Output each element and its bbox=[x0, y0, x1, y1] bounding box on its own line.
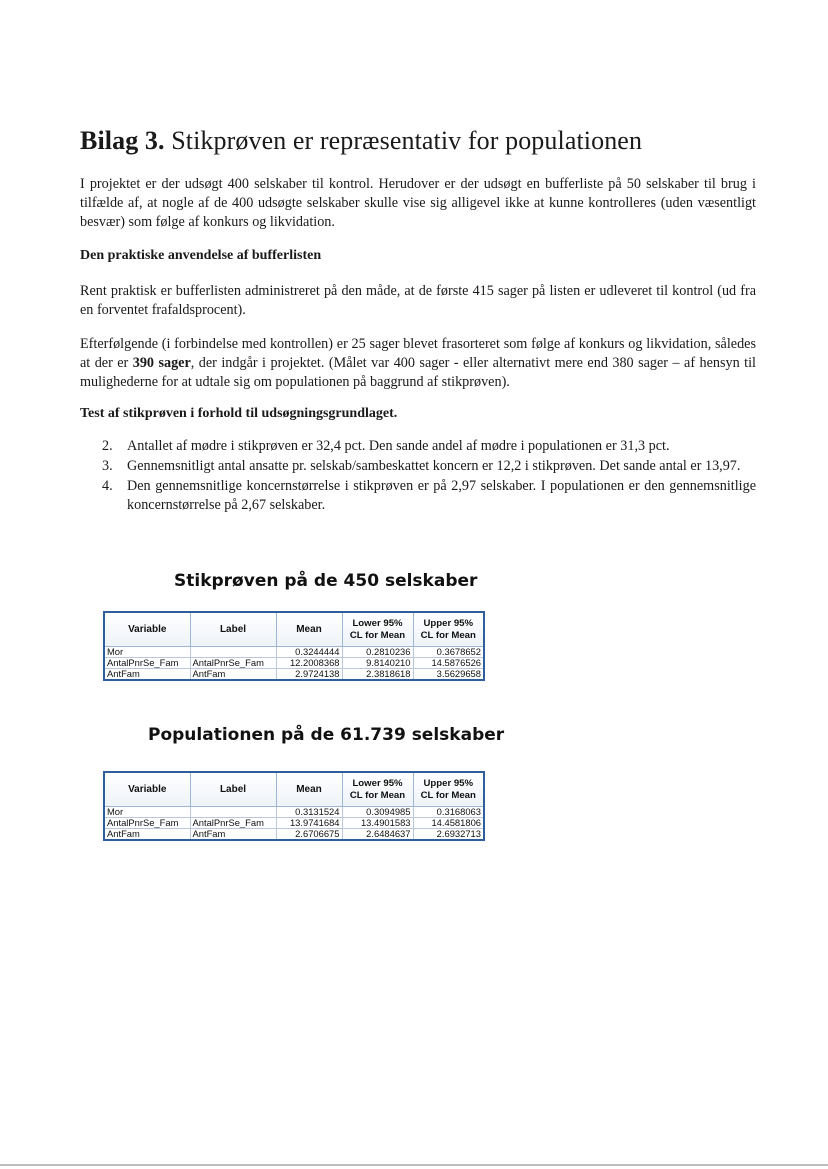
cell-lower: 2.3818618 bbox=[342, 669, 413, 681]
appendix-number: Bilag 3. bbox=[80, 126, 165, 155]
header-label: Label bbox=[190, 772, 276, 807]
cell-variable: AntalPnrSe_Fam bbox=[104, 818, 190, 829]
list-item-text: Den gennemsnitlige koncernstørrelse i stikprøven er på 2,97 selskaber. I populationen er den gennemsnitlige koncernstørrelse på 2,67 selskaber. bbox=[127, 478, 756, 513]
result-text-pre: Efterfølgende (i forbindelse med kontrollen) er 25 sager blevet frasorteret som følge af konkurs og likvidation, således at der er bbox=[80, 336, 756, 371]
cell-lower: 2.6484637 bbox=[342, 829, 413, 841]
header-variable: Variable bbox=[104, 612, 190, 647]
list-item-text: Gennemsnitligt antal ansatte pr. selskab/sambeskattet koncern er 12,2 i stikprøven. Det sande antal er 13,97. bbox=[127, 458, 741, 474]
cell-upper: 3.5629658 bbox=[413, 669, 484, 681]
header-upper-line2: CL for Mean bbox=[420, 629, 476, 641]
header-lower-line2: CL for Mean bbox=[349, 789, 406, 801]
cell-variable: AntFam bbox=[104, 829, 190, 841]
sample-table-title: Stikprøven på de 450 selskaber bbox=[174, 571, 478, 591]
table-row bbox=[104, 818, 484, 829]
list-item-number: 3. bbox=[102, 458, 113, 474]
cell-mean: 2.9724138 bbox=[276, 669, 342, 681]
cell-label: AntalPnrSe_Fam bbox=[190, 818, 276, 829]
table-row bbox=[104, 829, 484, 841]
cell-mean: 12.2008368 bbox=[276, 658, 342, 669]
header-lower bbox=[342, 612, 413, 647]
cell-lower: 0.3094985 bbox=[342, 807, 413, 818]
cell-mean: 0.3244444 bbox=[276, 647, 342, 658]
header-upper bbox=[413, 772, 484, 807]
header-mean: Mean bbox=[276, 772, 342, 807]
list-item-number: 2. bbox=[102, 438, 113, 454]
table-row bbox=[104, 658, 484, 669]
cell-variable: Mor bbox=[104, 647, 190, 658]
header-variable: Variable bbox=[104, 772, 190, 807]
cell-upper: 14.4581806 bbox=[413, 818, 484, 829]
list-item-text: Antallet af mødre i stikprøven er 32,4 pct. Den sande andel af mødre i populationen er 31,3 pct. bbox=[127, 438, 670, 454]
section-heading-bufferlist: Den praktiske anvendelse af bufferlisten bbox=[80, 248, 322, 263]
header-lower bbox=[342, 772, 413, 807]
header-label: Label bbox=[190, 612, 276, 647]
header-lower-line1: Lower 95% bbox=[352, 617, 403, 629]
list-item bbox=[80, 437, 756, 456]
cell-mean: 0.3131524 bbox=[276, 807, 342, 818]
test-results-list bbox=[80, 437, 756, 516]
table-row bbox=[104, 669, 484, 681]
header-upper bbox=[413, 612, 484, 647]
table-row bbox=[104, 647, 484, 658]
cell-variable: Mor bbox=[104, 807, 190, 818]
cell-lower: 0.2810236 bbox=[342, 647, 413, 658]
cell-mean: 13.9741684 bbox=[276, 818, 342, 829]
result-paragraph bbox=[80, 335, 756, 392]
header-upper-line2: CL for Mean bbox=[420, 789, 476, 801]
population-stats-table bbox=[103, 771, 485, 841]
section-heading-test: Test af stikprøven i forhold til udsøgningsgrundlaget. bbox=[80, 406, 398, 421]
population-table-title: Populationen på de 61.739 selskaber bbox=[148, 725, 505, 745]
intro-paragraph: I projektet er der udsøgt 400 selskaber til kontrol. Herudover er der udsøgt en bufferliste på 50 selskaber til brug i tilfælde af, at nogle af de 400 udsøgte selskaber skulle vise sig alligevel ikke at kunne kontrolleres (uden væsentligt besvær) som følge af konkurs og likvidation. bbox=[80, 176, 756, 230]
list-item-number: 4. bbox=[102, 478, 113, 494]
bufferlist-paragraph: Rent praktisk er bufferlisten administreret på den måde, at de første 415 sager på listen er udleveret til kontrol (ud fra en forventet frafaldsprocent). bbox=[80, 283, 756, 318]
cell-variable: AntalPnrSe_Fam bbox=[104, 658, 190, 669]
table-header-row bbox=[104, 772, 484, 807]
table-header-row bbox=[104, 612, 484, 647]
cell-label: AntFam bbox=[190, 829, 276, 841]
cell-label bbox=[190, 647, 276, 658]
list-item bbox=[80, 477, 756, 515]
header-upper-line1: Upper 95% bbox=[423, 777, 474, 789]
cell-upper: 0.3168063 bbox=[413, 807, 484, 818]
page-title bbox=[80, 126, 642, 156]
list-item bbox=[80, 457, 756, 476]
header-upper-line1: Upper 95% bbox=[423, 617, 474, 629]
cell-upper: 2.6932713 bbox=[413, 829, 484, 841]
header-lower-line2: CL for Mean bbox=[349, 629, 406, 641]
cell-label: AntalPnrSe_Fam bbox=[190, 658, 276, 669]
table-row bbox=[104, 807, 484, 818]
header-lower-line1: Lower 95% bbox=[352, 777, 403, 789]
cell-lower: 13.4901583 bbox=[342, 818, 413, 829]
cell-label bbox=[190, 807, 276, 818]
cell-lower: 9.8140210 bbox=[342, 658, 413, 669]
cell-upper: 0.3678652 bbox=[413, 647, 484, 658]
header-mean: Mean bbox=[276, 612, 342, 647]
result-count: 390 sager bbox=[132, 355, 191, 371]
sample-stats-table bbox=[103, 611, 485, 681]
cell-mean: 2.6706675 bbox=[276, 829, 342, 841]
scan-bottom-edge bbox=[0, 1164, 828, 1166]
appendix-title: Stikprøven er repræsentativ for populationen bbox=[171, 126, 643, 155]
result-text-post: , der indgår i projektet. (Målet var 400 sager - eller alternativt mere end 380 sager – af hensyn til mulighederne for at udtale sig om populationen på baggrund af stikprøven). bbox=[80, 355, 756, 390]
cell-variable: AntFam bbox=[104, 669, 190, 681]
cell-upper: 14.5876526 bbox=[413, 658, 484, 669]
cell-label: AntFam bbox=[190, 669, 276, 681]
